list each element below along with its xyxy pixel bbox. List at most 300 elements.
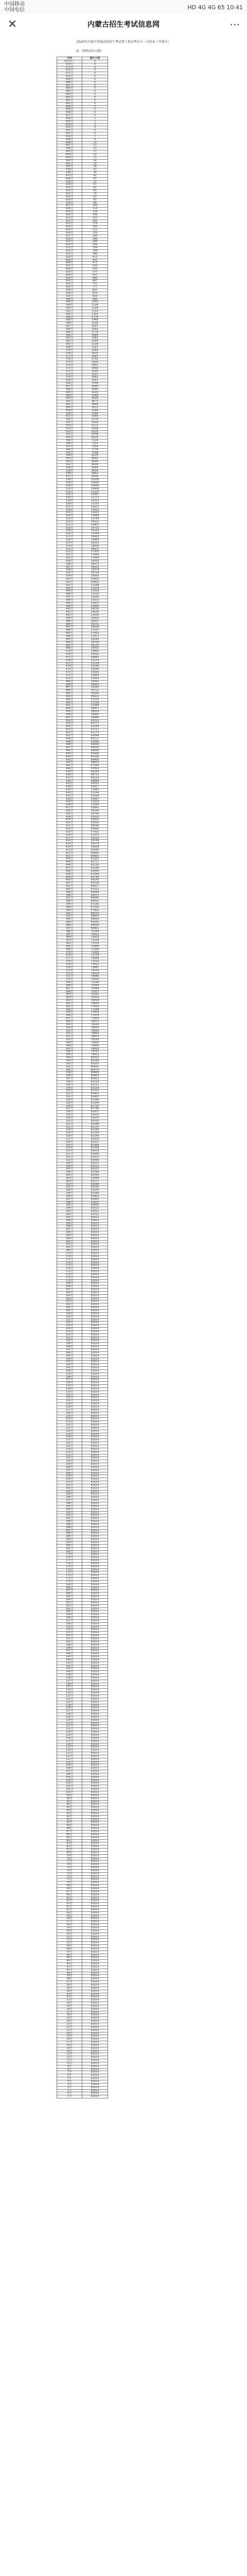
score-cell: 593分 — [57, 307, 82, 310]
score-cell: 561分 — [57, 403, 82, 406]
count-cell: 82337 — [82, 1141, 108, 1144]
score-cell: 615分 — [57, 241, 82, 244]
score-cell: 404分 — [57, 876, 82, 879]
count-cell: 28 — [82, 165, 108, 168]
score-cell: 640分 — [57, 165, 82, 168]
count-cell: 82614 — [82, 2092, 108, 2095]
count-cell: 4509 — [82, 397, 108, 400]
count-cell: 61301 — [82, 858, 108, 861]
count-cell: 6708 — [82, 433, 108, 436]
count-cell: 82614 — [82, 1686, 108, 1689]
score-cell: 666分 — [57, 87, 82, 90]
score-cell: 553分 — [57, 427, 82, 430]
count-cell: 81401 — [82, 1093, 108, 1096]
score-cell: 650分 — [57, 135, 82, 138]
count-cell: 82614 — [82, 1818, 108, 1821]
score-cell: 436分 — [57, 779, 82, 783]
score-cell: 428分 — [57, 804, 82, 807]
score-cell: 69分 — [57, 1885, 82, 1888]
score-cell: 239分 — [57, 1372, 82, 1376]
score-cell: 249分 — [57, 1343, 82, 1346]
score-cell: 597分 — [57, 295, 82, 298]
score-cell: 14分 — [57, 2050, 82, 2053]
score-cell: 507分 — [57, 566, 82, 569]
score-cell: 253分 — [57, 1330, 82, 1333]
score-cell: 128分 — [57, 1707, 82, 1710]
score-cell: 549分 — [57, 439, 82, 443]
count-cell: 82605 — [82, 1198, 108, 1201]
count-cell: 66445 — [82, 897, 108, 900]
score-cell: 57分 — [57, 1921, 82, 1924]
count-cell: 64538 — [82, 882, 108, 885]
score-cell: 92分 — [57, 1815, 82, 1818]
count-cell: 82614 — [82, 1839, 108, 1842]
count-cell: 82549 — [82, 1171, 108, 1174]
count-cell: 82614 — [82, 1243, 108, 1246]
score-cell: 393分 — [57, 909, 82, 912]
score-cell: 652分 — [57, 129, 82, 132]
count-cell: 286 — [82, 241, 108, 244]
score-cell: 542分 — [57, 461, 82, 464]
score-cell: 411分 — [57, 855, 82, 858]
count-cell: 82614 — [82, 1511, 108, 1514]
count-cell: 82614 — [82, 1321, 108, 1325]
score-cell: 49分 — [57, 1945, 82, 1948]
count-cell: 82614 — [82, 1635, 108, 1638]
score-cell: 60分 — [57, 1911, 82, 1914]
count-cell: 82614 — [82, 1824, 108, 1827]
count-cell: 82614 — [82, 1466, 108, 1469]
count-cell: 60035 — [82, 849, 108, 852]
score-cell: 290分 — [57, 1219, 82, 1222]
count-cell: 82614 — [82, 1794, 108, 1797]
score-cell: 461分 — [57, 704, 82, 707]
score-cell: 657分 — [57, 114, 82, 117]
count-cell: 212 — [82, 229, 108, 232]
count-cell: 82614 — [82, 1601, 108, 1604]
count-cell: 24 — [82, 159, 108, 162]
count-cell: 1104 — [82, 304, 108, 307]
count-cell: 82560 — [82, 1174, 108, 1177]
count-cell: 82614 — [82, 1622, 108, 1625]
count-cell: 607 — [82, 274, 108, 277]
score-cell: 254分 — [57, 1328, 82, 1331]
network-label: HD 4G 4G — [187, 4, 216, 11]
count-cell: 82614 — [82, 1647, 108, 1650]
score-cell: 598分 — [57, 292, 82, 295]
count-cell: 82614 — [82, 1318, 108, 1321]
score-cell: 172分 — [57, 1574, 82, 1578]
count-cell: 73332 — [82, 960, 108, 963]
count-cell: 82614 — [82, 1755, 108, 1758]
score-cell: 463分 — [57, 698, 82, 701]
score-cell: 509分 — [57, 560, 82, 563]
score-cell: 602分 — [57, 280, 82, 283]
score-cell: 474分 — [57, 665, 82, 668]
score-cell: 118分 — [57, 1737, 82, 1740]
count-cell: 8690 — [82, 461, 108, 464]
score-cell: 289分 — [57, 1222, 82, 1225]
score-cell: 595分 — [57, 301, 82, 304]
count-cell: 9414 — [82, 469, 108, 472]
count-cell: 3462 — [82, 376, 108, 379]
count-cell: 687 — [82, 280, 108, 283]
count-cell: 82614 — [82, 1333, 108, 1336]
score-cell: 72分 — [57, 1875, 82, 1878]
count-cell: 72759 — [82, 954, 108, 957]
score-cell: 658分 — [57, 111, 82, 114]
score-cell: 41分 — [57, 1969, 82, 1972]
score-cell: 68分 — [57, 1888, 82, 1891]
count-cell: 17984 — [82, 557, 108, 560]
score-cell: 6分 — [57, 2074, 82, 2077]
count-cell: 929 — [82, 295, 108, 298]
score-cell: 581分 — [57, 343, 82, 346]
score-cell: 377分 — [57, 957, 82, 960]
count-cell: 82614 — [82, 1325, 108, 1328]
score-cell: 64分 — [57, 1900, 82, 1903]
score-cell: 106分 — [57, 1773, 82, 1776]
score-cell: 434分 — [57, 786, 82, 789]
score-cell: 413分 — [57, 849, 82, 852]
count-cell: 82614 — [82, 1803, 108, 1806]
score-cell: 468分 — [57, 683, 82, 686]
score-cell: 115分 — [57, 1746, 82, 1749]
document-page — [0, 35, 247, 2576]
battery-label: 65 — [217, 4, 225, 11]
count-cell: 82614 — [82, 1987, 108, 1990]
score-cell: 302分 — [57, 1183, 82, 1186]
count-cell: 82614 — [82, 2002, 108, 2005]
score-cell: 146分 — [57, 1653, 82, 1656]
count-cell: 82614 — [82, 1279, 108, 1282]
count-cell: 45466 — [82, 752, 108, 755]
count-cell: 82614 — [82, 1978, 108, 1981]
score-cell: 211分 — [57, 1457, 82, 1460]
count-cell: 21 — [82, 156, 108, 159]
count-cell: 82614 — [82, 1412, 108, 1415]
count-cell: 26638 — [82, 626, 108, 629]
score-cell: 282分 — [57, 1243, 82, 1246]
score-cell: 270分 — [57, 1279, 82, 1282]
count-cell: 7 — [82, 135, 108, 138]
score-cell: 446分 — [57, 750, 82, 753]
count-cell: 2820 — [82, 361, 108, 364]
count-cell: 82614 — [82, 1249, 108, 1252]
score-cell: 611分 — [57, 252, 82, 256]
score-cell: 641分 — [57, 162, 82, 165]
count-cell: 82614 — [82, 1400, 108, 1403]
count-cell: 82614 — [82, 2080, 108, 2083]
score-cell: 73分 — [57, 1872, 82, 1875]
score-cell: 320分 — [57, 1129, 82, 1132]
score-cell: 7分 — [57, 2071, 82, 2074]
score-cell: 216分 — [57, 1442, 82, 1445]
score-cell: 261分 — [57, 1307, 82, 1310]
score-cell: 513分 — [57, 548, 82, 551]
count-cell: 56546 — [82, 825, 108, 828]
score-cell: 482分 — [57, 641, 82, 644]
count-cell: 82614 — [82, 1695, 108, 1698]
score-cell: 609分 — [57, 259, 82, 262]
count-cell: 119 — [82, 208, 108, 211]
score-cell: 573分 — [57, 367, 82, 370]
count-cell: 82614 — [82, 1665, 108, 1668]
count-cell: 28290 — [82, 638, 108, 641]
score-cell: 347分 — [57, 1047, 82, 1050]
count-cell: 73887 — [82, 966, 108, 969]
count-cell: 2 — [82, 120, 108, 123]
count-cell: 179 — [82, 223, 108, 226]
count-cell: 82614 — [82, 1427, 108, 1430]
score-cell: 539分 — [57, 469, 82, 472]
count-cell: 0 — [82, 99, 108, 102]
count-cell: 82614 — [82, 1676, 108, 1680]
count-cell: 82614 — [82, 1376, 108, 1379]
score-cell: 418分 — [57, 834, 82, 837]
score-cell: 223分 — [57, 1421, 82, 1424]
score-cell: 664分 — [57, 93, 82, 96]
score-cell: 383分 — [57, 939, 82, 942]
count-cell: 10428 — [82, 481, 108, 484]
count-cell: 45936 — [82, 755, 108, 758]
score-cell: 674分 — [57, 63, 82, 66]
score-cell: 76分 — [57, 1863, 82, 1867]
score-cell: 198分 — [57, 1496, 82, 1499]
score-cell: 4分 — [57, 2080, 82, 2083]
more-icon[interactable]: ⋯ — [230, 18, 240, 30]
score-cell: 138分 — [57, 1676, 82, 1680]
score-cell: 642分 — [57, 159, 82, 162]
score-cell: 547分 — [57, 445, 82, 448]
score-cell: 633分 — [57, 187, 82, 190]
count-cell: 13798 — [82, 518, 108, 521]
score-cell: 104分 — [57, 1779, 82, 1782]
score-cell: 352分 — [57, 1032, 82, 1036]
score-cell: 59分 — [57, 1914, 82, 1918]
score-cell: 145分 — [57, 1656, 82, 1659]
score-cell: 536分 — [57, 479, 82, 482]
score-cell: 450分 — [57, 737, 82, 740]
count-cell: 78447 — [82, 1026, 108, 1029]
count-cell: 22310 — [82, 593, 108, 596]
score-cell: 247分 — [57, 1348, 82, 1351]
score-cell: 552分 — [57, 430, 82, 433]
score-cell: 345分 — [57, 1054, 82, 1057]
count-cell: 82614 — [82, 1562, 108, 1565]
count-cell: 4193 — [82, 391, 108, 394]
count-cell: 82614 — [82, 1656, 108, 1659]
score-cell: 83分 — [57, 1842, 82, 1845]
count-cell: 75927 — [82, 990, 108, 993]
score-cell: 193分 — [57, 1511, 82, 1514]
score-cell: 385分 — [57, 933, 82, 936]
score-cell: 107分 — [57, 1770, 82, 1773]
count-cell: 82614 — [82, 1475, 108, 1478]
score-cell: 381分 — [57, 945, 82, 948]
count-cell: 17305 — [82, 551, 108, 554]
count-cell: 3 — [82, 123, 108, 126]
count-cell: 4673 — [82, 400, 108, 403]
count-cell: 70613 — [82, 933, 108, 936]
count-cell: 82614 — [82, 1439, 108, 1442]
score-cell: 180分 — [57, 1550, 82, 1553]
score-cell: 44分 — [57, 1960, 82, 1963]
score-cell: 394分 — [57, 906, 82, 909]
count-cell: 80052 — [82, 1057, 108, 1060]
score-cell: 546分 — [57, 448, 82, 451]
count-cell: 82614 — [82, 2011, 108, 2014]
score-cell: 673分 — [57, 66, 82, 69]
score-cell: 610分 — [57, 256, 82, 259]
clock: 10:41 — [226, 4, 243, 11]
count-cell: 82614 — [82, 1758, 108, 1761]
score-cell: 25分 — [57, 2017, 82, 2020]
count-cell: 35260 — [82, 686, 108, 689]
count-cell: 81646 — [82, 1101, 108, 1105]
score-cell: 142分 — [57, 1665, 82, 1668]
count-cell: 32146 — [82, 665, 108, 668]
count-cell: 82614 — [82, 2032, 108, 2035]
count-cell: 82614 — [82, 1872, 108, 1875]
score-cell: 95分 — [57, 1806, 82, 1809]
count-cell: 76839 — [82, 1002, 108, 1005]
score-cell: 47分 — [57, 1951, 82, 1954]
score-cell: 371分 — [57, 975, 82, 978]
score-cell: 471分 — [57, 674, 82, 677]
score-cell: 584分 — [57, 334, 82, 337]
score-cell: 311分 — [57, 1156, 82, 1159]
count-cell: 82183 — [82, 1129, 108, 1132]
score-cell: 325分 — [57, 1114, 82, 1117]
count-cell: 442 — [82, 259, 108, 262]
score-cell: 30分 — [57, 2002, 82, 2005]
count-cell: 0 — [82, 114, 108, 117]
score-cell: 646分 — [57, 147, 82, 150]
count-cell: 82614 — [82, 1719, 108, 1722]
count-cell: 82614 — [82, 1947, 108, 1951]
score-cell: 260分 — [57, 1310, 82, 1313]
score-cell: 537分 — [57, 476, 82, 479]
count-cell: 68950 — [82, 918, 108, 921]
count-cell: 36621 — [82, 695, 108, 698]
score-cell: 272分 — [57, 1273, 82, 1276]
score-cell: 500分 — [57, 587, 82, 590]
count-cell: 82614 — [82, 1680, 108, 1683]
score-cell: 623分 — [57, 216, 82, 219]
count-cell: 82614 — [82, 2083, 108, 2086]
count-cell: 25425 — [82, 617, 108, 620]
score-cell: 362分 — [57, 1002, 82, 1005]
score-cell: 443分 — [57, 758, 82, 761]
count-cell: 43117 — [82, 737, 108, 740]
count-cell: 73612 — [82, 963, 108, 966]
score-cell: 292分 — [57, 1213, 82, 1216]
score-cell: 108分 — [57, 1767, 82, 1770]
count-cell: 59178 — [82, 843, 108, 846]
count-cell: 82614 — [82, 1252, 108, 1255]
count-cell: 30841 — [82, 656, 108, 659]
count-cell: 50617 — [82, 786, 108, 789]
close-icon[interactable]: ✕ — [7, 18, 17, 31]
score-cell: 451分 — [57, 734, 82, 737]
score-cell: 499分 — [57, 590, 82, 593]
score-cell: 32分 — [57, 1996, 82, 1999]
count-cell: 82614 — [82, 1391, 108, 1394]
score-cell: 201分 — [57, 1487, 82, 1490]
count-cell: 82614 — [82, 1969, 108, 1972]
score-cell: 563分 — [57, 397, 82, 400]
doc-caption: 2020年内蒙古普通高校招生考试理工类高考总分一分段表（含加分） — [76, 40, 171, 44]
score-cell: 670分 — [57, 75, 82, 78]
count-cell: 16638 — [82, 545, 108, 548]
score-cell: 540分 — [57, 466, 82, 469]
score-cell: 545分 — [57, 451, 82, 454]
count-cell: 82614 — [82, 1532, 108, 1535]
count-cell: 82614 — [82, 1445, 108, 1448]
score-cell: 240分 — [57, 1369, 82, 1372]
count-cell: 82614 — [82, 1791, 108, 1794]
count-cell: 20455 — [82, 578, 108, 581]
score-cell: 449分 — [57, 740, 82, 743]
score-cell: 462分 — [57, 701, 82, 704]
score-cell: 285分 — [57, 1234, 82, 1237]
count-cell: 82614 — [82, 1502, 108, 1505]
count-cell: 82614 — [82, 1939, 108, 1942]
count-cell: 48751 — [82, 773, 108, 776]
count-cell: 82088 — [82, 1123, 108, 1126]
count-cell: 82614 — [82, 1312, 108, 1315]
count-cell: 82226 — [82, 1132, 108, 1135]
count-cell: 16970 — [82, 548, 108, 551]
count-cell: 81720 — [82, 1105, 108, 1108]
count-cell: 69961 — [82, 927, 108, 930]
score-cell: 281分 — [57, 1246, 82, 1249]
score-cell: 217分 — [57, 1439, 82, 1442]
count-cell: 82614 — [82, 1505, 108, 1508]
count-cell: 82614 — [82, 1731, 108, 1734]
count-cell: 82614 — [82, 1650, 108, 1653]
count-cell: 82614 — [82, 1372, 108, 1376]
score-cell: 152分 — [57, 1635, 82, 1638]
score-cell: 16分 — [57, 2044, 82, 2047]
score-cell: 343分 — [57, 1059, 82, 1062]
count-cell: 63749 — [82, 876, 108, 879]
count-cell: 52006 — [82, 794, 108, 798]
score-cell: 659分 — [57, 108, 82, 111]
score-cell: 442分 — [57, 761, 82, 765]
score-cell: 195分 — [57, 1505, 82, 1508]
count-cell: 19734 — [82, 572, 108, 575]
count-cell: 82614 — [82, 2020, 108, 2023]
score-cell: 168分 — [57, 1586, 82, 1589]
count-cell: 82614 — [82, 1764, 108, 1767]
score-cell: 614分 — [57, 244, 82, 247]
count-cell: 6111 — [82, 424, 108, 427]
count-cell: 80320 — [82, 1062, 108, 1065]
count-cell: 62946 — [82, 870, 108, 873]
score-cell: 330分 — [57, 1098, 82, 1101]
count-cell: 82614 — [82, 2062, 108, 2065]
count-cell: 27047 — [82, 629, 108, 632]
count-cell: 82614 — [82, 1830, 108, 1833]
count-cell: 42648 — [82, 734, 108, 737]
score-cell: 572分 — [57, 370, 82, 373]
count-cell: 8225 — [82, 454, 108, 457]
count-cell: 82614 — [82, 1863, 108, 1867]
score-cell: 169分 — [57, 1583, 82, 1586]
count-cell: 82614 — [82, 1924, 108, 1927]
